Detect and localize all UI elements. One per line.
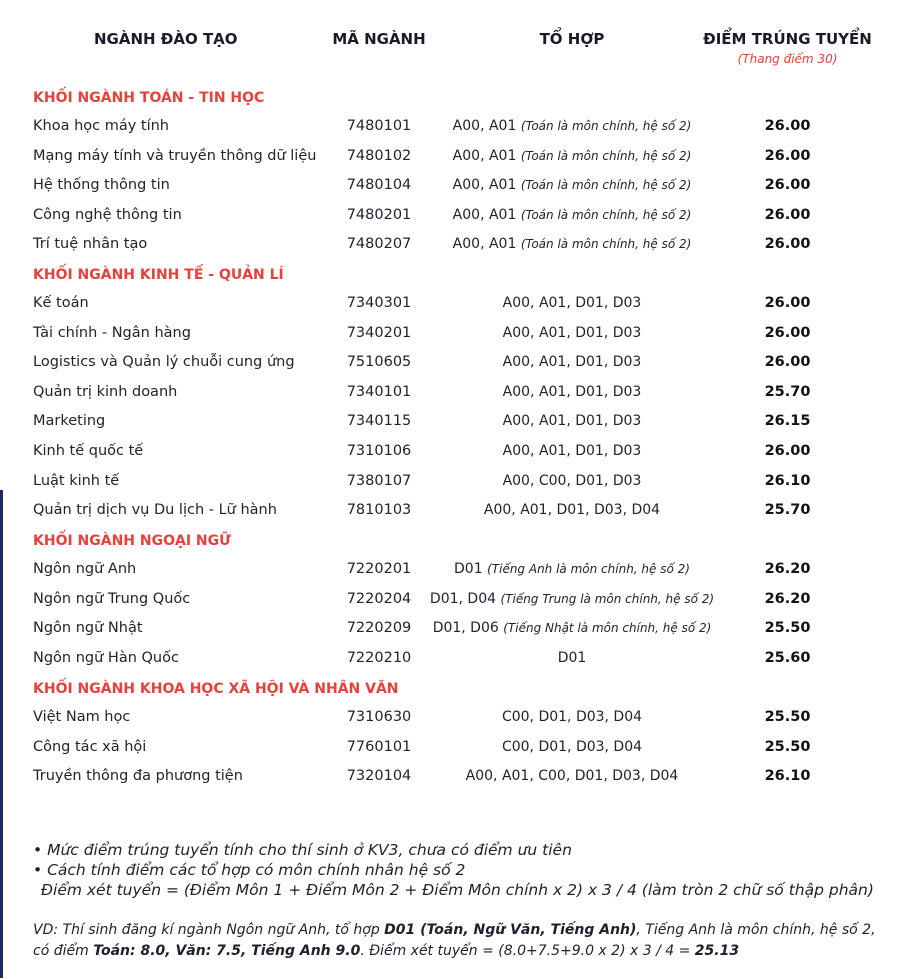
table-row [0,384,900,408]
major-name: Công nghệ thông tin [33,206,182,223]
combo-codes: D01, D06 [432,620,499,637]
table-row [0,502,900,526]
combo-codes: A00, A01 [452,236,517,253]
combo-codes: A00, A01, D01, D03 [502,443,642,459]
admission-score: 26.00 [764,118,811,134]
admission-score: 26.15 [764,413,811,430]
combo-codes: A00, A01 [452,206,517,223]
header-score: ĐIỂM TRÚNG TUYỂN [703,30,872,48]
major-name: Trí tuệ nhân tạo [33,236,148,253]
major-name: Việt Nam học [33,709,131,725]
table-row [0,591,900,615]
major-code: 7810103 [346,502,412,519]
notes [33,840,874,900]
major-code: 7340101 [346,383,412,400]
major-code: 7220209 [346,620,412,637]
example-scores: Toán: 8.0, Văn: 7.5, Tiếng Anh 9.0 [93,943,361,959]
combo-codes: A00, A01 [452,177,517,194]
header-code: MÃ NGÀNH [332,30,426,48]
major-code: 7310630 [346,709,412,725]
header-score-scale: (Thang điểm 30) [737,52,838,66]
admission-score: 25.50 [764,709,811,725]
combo-codes: A00, C00, D01, D03 [502,472,642,489]
combo-note: (Toán là môn chính, hệ số 2) [520,237,692,252]
major-name: Tài chính - Ngân hàng [33,324,191,341]
major-name: Ngôn ngữ Hàn Quốc [33,649,179,666]
major-name: Kế toán [33,295,89,311]
admission-score: 26.20 [764,590,811,607]
major-code: 7340201 [346,324,412,341]
combo-codes: C00, D01, D03, D04 [501,738,643,755]
header-major: NGÀNH ĐÀO TẠO [94,30,238,48]
example-text: có điểm [33,943,94,959]
admission-score: 25.60 [764,649,811,666]
major-code: 7480102 [346,147,412,164]
admission-score: 25.50 [764,738,811,755]
table-row [0,325,900,349]
combo-note: (Tiếng Trung là môn chính, hệ số 2) [500,591,715,606]
example-text: VD: Thí sinh đăng kí ngành Ngôn ngữ Anh, tổ hợp [33,922,385,938]
header-combo: TỔ HỢP [539,30,605,48]
major-name: Kinh tế quốc tế [33,443,144,459]
example-combo: D01 (Toán, Ngữ Văn, Tiếng Anh) [384,922,637,938]
admission-score: 26.00 [764,236,811,253]
major-name: Luật kinh tế [33,472,120,489]
combo-note: (Toán là môn chính, hệ số 2) [520,178,692,193]
example [33,920,876,962]
combo-codes: A00, A01, D01, D03 [502,413,642,430]
major-name: Quản trị kinh doanh [33,383,178,400]
combo-note: (Tiếng Anh là môn chính, hệ số 2) [487,562,690,576]
major-code: 7340301 [346,295,412,311]
combo-codes: A00, A01, D01, D03 [502,383,642,400]
table-row [0,236,900,260]
combo-codes: A00, A01, D01, D03 [502,295,642,311]
major-code: 7480201 [346,206,412,223]
admission-score: 26.00 [764,354,811,371]
section-title: KHỐI NGÀNH KHOA HỌC XÃ HỘI VÀ NHÂN VĂN [33,681,399,697]
combo-codes: A00, A01 [452,118,517,134]
table-row [0,768,900,792]
admission-score: 25.70 [764,502,811,519]
major-name: Ngôn ngữ Trung Quốc [33,590,191,607]
example-text: , Tiếng Anh là môn chính, hệ số 2, [636,922,876,938]
table-row [0,561,900,585]
table-row [0,295,900,319]
admission-score: 26.00 [764,206,811,223]
example-text: . Điểm xét tuyển = (8.0+7.5+9.0 x 2) x 3 / 4 = [360,943,695,959]
major-name: Mạng máy tính và truyền thông dữ liệu [33,147,317,164]
combo-note: (Tiếng Nhật là môn chính, hệ số 2) [503,621,712,636]
major-code: 7480207 [346,236,412,253]
combo-codes: D01, D04 [429,590,497,607]
section-title: KHỐI NGÀNH NGOẠI NGỮ [33,533,231,549]
major-code: 7220201 [346,561,412,577]
major-code: 7380107 [346,472,412,489]
major-name: Khoa học máy tính [33,118,170,134]
combo-note: (Toán là môn chính, hệ số 2) [520,148,692,163]
note-line: • Cách tính điểm các tổ hợp có môn chính nhân hệ số 2 [33,861,466,879]
table-row [0,739,900,763]
major-code: 7220204 [346,590,412,607]
admission-score: 26.00 [764,147,811,164]
note-line: • Mức điểm trúng tuyển tính cho thí sinh ở KV3, chưa có điểm ưu tiên [33,841,572,859]
example-line-1 [33,920,876,941]
example-result: 25.13 [694,943,740,959]
table-row [0,118,900,142]
combo-codes: A00, A01, D01, D03, D04 [483,502,661,519]
section-title: KHỐI NGÀNH KINH TẾ - QUẢN LÍ [33,267,284,283]
table-row [0,354,900,378]
combo-note: (Toán là môn chính, hệ số 2) [520,207,692,222]
admission-score: 26.10 [764,768,811,785]
admission-score: 26.10 [764,472,811,489]
table-row [0,443,900,467]
combo-codes: A00, A01, C00, D01, D03, D04 [465,768,679,785]
major-name: Truyền thông đa phương tiện [33,768,243,785]
combo-codes: D01 [454,561,483,577]
formula-line: Điểm xét tuyển = (Điểm Môn 1 + Điểm Môn 2 + Điểm Môn chính x 2) x 3 / 4 (làm tròn 2 chữ số thập phân) [41,881,874,899]
admission-score: 26.00 [764,443,811,459]
admission-score: 25.50 [764,620,811,637]
table-row [0,620,900,644]
major-code: 7220210 [346,649,412,666]
major-name: Ngôn ngữ Nhật [33,620,143,637]
table-row [0,709,900,733]
admission-score: 25.70 [764,383,811,400]
major-code: 7340115 [346,413,412,430]
table-row [0,177,900,201]
major-name: Hệ thống thông tin [33,177,170,194]
major-code: 7320104 [346,768,412,785]
major-code: 7760101 [346,738,412,755]
combo-codes: D01 [557,649,587,666]
combo-codes: A00, A01, D01, D03 [502,354,642,371]
admission-score: 26.00 [764,177,811,194]
major-code: 7480101 [346,118,412,134]
major-code: 7310106 [346,443,412,459]
admission-score: 26.00 [764,324,811,341]
table-row [0,207,900,231]
example-line-2 [33,941,876,962]
admission-score: 26.20 [764,561,811,577]
combo-codes: A00, A01, D01, D03 [502,324,642,341]
admission-score: 26.00 [764,295,811,311]
table-row [0,148,900,172]
section-title: KHỐI NGÀNH TOÁN - TIN HỌC [33,90,265,106]
major-code: 7480104 [346,177,412,194]
major-name: Logistics và Quản lý chuỗi cung ứng [33,354,295,371]
major-name: Ngôn ngữ Anh [33,561,137,577]
combo-codes: A00, A01 [452,147,517,164]
combo-codes: C00, D01, D03, D04 [501,709,643,725]
table-row [0,413,900,437]
table-row [0,650,900,674]
major-name: Marketing [33,413,106,430]
table-row [0,473,900,497]
major-code: 7510605 [346,354,412,371]
major-name: Công tác xã hội [33,738,147,755]
major-name: Quản trị dịch vụ Du lịch - Lữ hành [33,502,277,519]
combo-note: (Toán là môn chính, hệ số 2) [520,119,692,133]
